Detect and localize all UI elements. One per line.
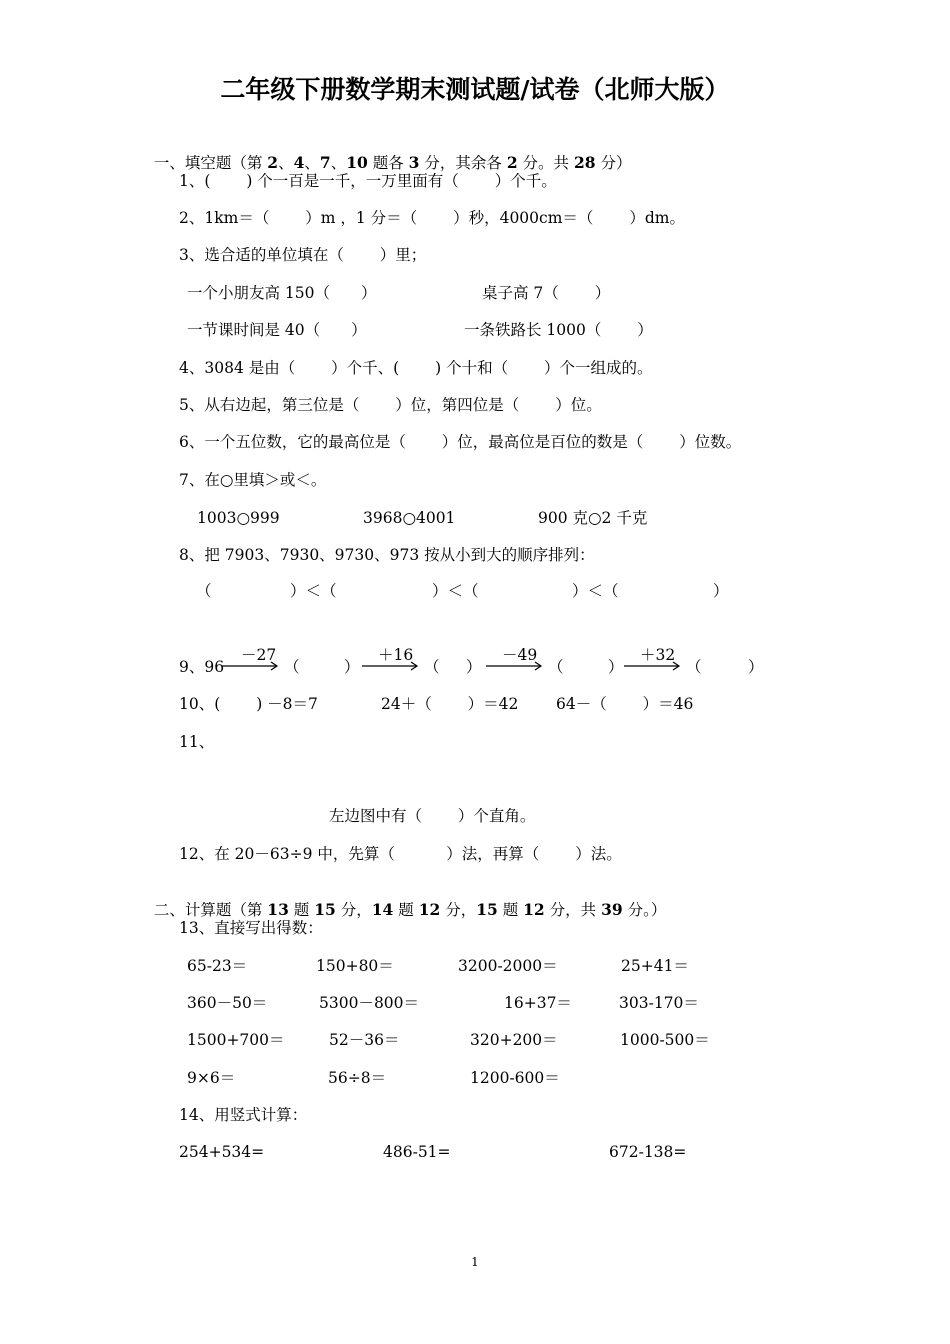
section-1-text: 题各	[367, 154, 409, 172]
section-2-text: 题	[288, 901, 315, 919]
section-1-text: 一、填空题（第	[153, 154, 268, 172]
section-2-text: 分，	[335, 901, 372, 919]
question-5: 5、从右边起，第三位是（ ）位，第四位是（ ）位。	[179, 396, 602, 414]
question-1: 1、( ) 个一百是一千，一万里面有（ ）个千。	[179, 172, 557, 190]
blank-close: ）	[466, 658, 482, 676]
question-3-item: 一个小朋友高 150（ ）	[187, 284, 377, 302]
section-1-num: 2	[267, 153, 279, 172]
order-blank: （	[196, 582, 212, 600]
compare-item: 3968○4001	[363, 509, 456, 527]
calc-item: 3200-2000＝	[458, 957, 558, 975]
section-1-text: 分。共	[517, 154, 574, 172]
section-1-num: 7	[319, 153, 331, 172]
question-10-item: 24＋（ ）＝42	[381, 695, 519, 713]
compare-item: 1003○999	[197, 509, 280, 527]
blank-close: ）	[608, 658, 624, 676]
section-1-num: 2	[506, 153, 518, 172]
section-1-text: 分，其余各	[419, 154, 507, 172]
section-1-text: 分）	[595, 154, 632, 172]
question-3-item: 一条铁路长 1000（ ）	[464, 321, 653, 339]
order-blank: ）	[713, 582, 729, 600]
vertical-calc-item: 486-51=	[383, 1143, 451, 1161]
section-2-num: 14	[371, 900, 394, 919]
blank-open: （	[548, 658, 564, 676]
question-12: 12、在 20－63÷9 中，先算（ ）法，再算（ ）法。	[179, 845, 622, 863]
section-2-text: 题	[497, 901, 524, 919]
page-title: 二年级下册数学期末测试题/试卷（北师大版）	[220, 75, 730, 104]
arrow-right-icon	[486, 660, 546, 672]
section-2-text: 分，共	[544, 901, 602, 919]
calc-item: 5300－800＝	[319, 994, 420, 1012]
question-13: 13、直接写出得数：	[179, 919, 323, 937]
calc-item: 303-170＝	[619, 994, 699, 1012]
compare-item: 900 克○2 千克	[538, 509, 648, 527]
section-2-num: 12	[523, 900, 545, 919]
blank-open: （	[424, 658, 440, 676]
arrow-right-icon	[624, 660, 684, 672]
question-6: 6、一个五位数，它的最高位是（ ）位，最高位是百位的数是（ ）位数。	[179, 433, 742, 451]
section-2-text: 分。）	[622, 901, 667, 919]
question-14: 14、用竖式计算：	[179, 1106, 308, 1124]
question-8: 8、把 7903、7930、9730、973 按从小到大的顺序排列：	[179, 546, 595, 564]
question-3-item: 桌子高 7（ ）	[482, 284, 611, 302]
calc-item: 25+41＝	[621, 957, 689, 975]
calc-item: 150+80＝	[316, 957, 394, 975]
calc-item: 52－36＝	[329, 1031, 400, 1049]
section-1-text: 、	[304, 154, 320, 172]
question-9: 9、96	[179, 658, 225, 676]
order-blank: ）＜（	[432, 582, 479, 600]
blank-close: ）	[344, 658, 360, 676]
section-1-num: 3	[408, 153, 420, 172]
page-number: 1	[471, 1255, 479, 1269]
calc-item: 1000-500＝	[620, 1031, 710, 1049]
calc-item: 9×6＝	[187, 1069, 236, 1087]
question-10-item: 10、( ) －8＝7	[179, 695, 318, 713]
section-2-num: 15	[314, 900, 336, 919]
section-1-num: 28	[573, 153, 596, 172]
section-2-text: 分，	[440, 901, 477, 919]
section-1-num: 4	[293, 153, 305, 172]
question-11-text: 左边图中有（ ）个直角。	[329, 807, 536, 825]
question-7: 7、在○里填＞或＜。	[179, 471, 327, 489]
blank-open: （	[284, 658, 300, 676]
calc-item: 360－50＝	[187, 994, 268, 1012]
question-3: 3、选合适的单位填在（ ）里；	[179, 246, 427, 264]
section-2-header	[144, 880, 666, 920]
section-2-text: 题	[393, 901, 419, 919]
section-2-num: 13	[267, 900, 289, 919]
question-11: 11、	[179, 733, 215, 751]
arrow-op-label: －49	[502, 646, 538, 664]
section-1-num: 10	[346, 153, 368, 172]
arrow-right-icon	[222, 660, 282, 672]
section-2-num: 39	[601, 900, 623, 919]
blank-open: （	[686, 658, 702, 676]
arrow-op-label: ＋16	[378, 646, 414, 664]
question-4: 4、3084 是由（ ）个千、( ) 个十和（ ）个一组成的。	[179, 359, 653, 377]
arrow-right-icon	[362, 660, 422, 672]
blank-close: ）	[748, 658, 764, 676]
section-1-text: 、	[330, 154, 347, 172]
section-2-text: 二、计算题（第	[153, 901, 268, 919]
calc-item: 65-23＝	[187, 957, 248, 975]
arrow-op-label: ＋32	[640, 646, 676, 664]
question-3-item: 一节课时间是 40（ ）	[187, 321, 367, 339]
calc-item: 320+200＝	[470, 1031, 558, 1049]
section-1-text: 、	[278, 154, 294, 172]
vertical-calc-item: 672-138=	[609, 1143, 687, 1161]
calc-item: 1500+700＝	[187, 1031, 285, 1049]
section-2-num: 15	[476, 900, 498, 919]
arrow-op-label: －27	[241, 646, 277, 664]
vertical-calc-item: 254+534=	[179, 1143, 265, 1161]
question-2: 2、1km＝（ ）m ，1 分＝（ ）秒，4000cm＝（ ）dm。	[179, 209, 685, 227]
calc-item: 16+37＝	[504, 994, 572, 1012]
section-1-header	[144, 133, 632, 173]
section-2-num: 12	[418, 900, 441, 919]
order-blank: ）＜（	[572, 582, 619, 600]
calc-item: 56÷8＝	[328, 1069, 387, 1087]
question-10-item: 64－（ ）＝46	[556, 695, 694, 713]
order-blank: ）＜（	[290, 582, 337, 600]
calc-item: 1200-600＝	[470, 1069, 560, 1087]
